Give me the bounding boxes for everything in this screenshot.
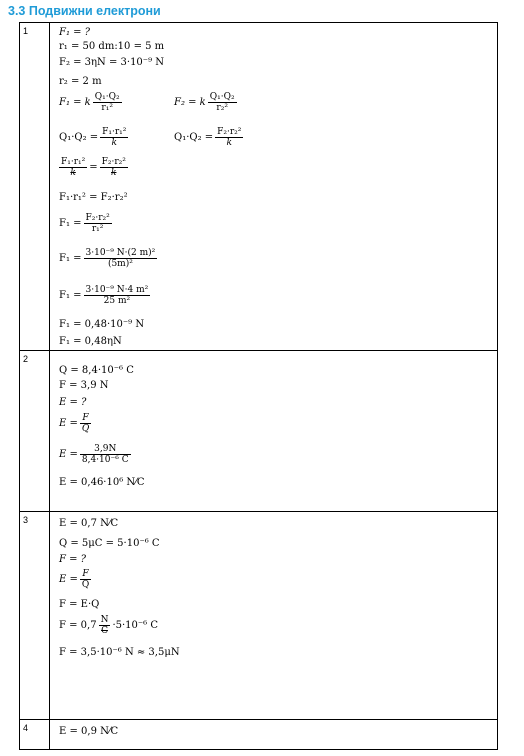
formula-line: Q₁·Q₂ = $\frac{\text{F₁·r₁²}}{k}$ — [59, 127, 127, 148]
formula-line: F = 0,7 $\frac{N}{C}$ ·5·10⁻⁶ C — [59, 615, 159, 636]
formula-line: E = $\frac{3,9N}{\text{8,4·10⁻⁶ C}}$ — [59, 444, 129, 465]
problem-row-3 — [20, 512, 498, 720]
formula-line: F₁ = 0,48·10⁻⁹ N — [59, 319, 145, 330]
formula-line: F = ? — [59, 554, 87, 565]
problem-number: 1 — [20, 23, 50, 351]
formula-line: F₁ = k $\frac{\text{Q₁·Q₂}}{\text{r₁²}}$ — [59, 92, 120, 113]
formula-line: F₁ = $\frac{\text{3·10⁻⁹ N·(2 m)²}}{\text{(5m)²}}$ — [59, 248, 156, 269]
formula-line: F₁ = $\frac{\text{3·10⁻⁹ N·4 m²}}{\text{25 m²}}$ — [59, 285, 149, 306]
formula-line: F₁·r₁² = F₂·r₂² — [59, 192, 128, 203]
problem-row-1 — [20, 23, 498, 351]
problem-work — [50, 351, 498, 512]
formula-line: Q = 5μC = 5·10⁻⁶ C — [59, 538, 160, 549]
formula-line: F₁ = $\frac{\text{F₂·r₂²}}{\text{r₁²}}$ — [59, 213, 110, 234]
formula-line: $\frac{\text{F₁·r₁²}}{k}$ = $\frac{\text{F₂·r₂²}}{k}$ — [61, 157, 126, 178]
problem-work — [50, 512, 498, 720]
formula-line: E = 0,9 N⁄C — [59, 726, 119, 737]
formula-line: Q₁·Q₂ = $\frac{\text{F₂·r₂²}}{k}$ — [174, 127, 242, 148]
formula-line: F = 3,9 N — [59, 380, 109, 391]
formula-line: F₂ = k $\frac{\text{Q₁·Q₂}}{\text{r₂²}}$ — [174, 92, 235, 113]
formula-line: Q = 8,4·10⁻⁶ C — [59, 365, 134, 376]
formula-line: E = $\frac{F}{Q}$ — [59, 413, 90, 434]
problem-number: 3 — [20, 512, 50, 720]
formula-line: E = 0,46·10⁶ N⁄C — [59, 477, 145, 488]
formula-line: r₂ = 2 m — [59, 76, 102, 87]
problem-row-2 — [20, 351, 498, 512]
problem-row-4 — [20, 720, 498, 750]
solutions-table — [19, 22, 498, 750]
formula-line: F₂ = 3ηN = 3·10⁻⁹ N — [59, 57, 165, 68]
formula-line: F₁ = ? — [59, 27, 91, 38]
formula-line: F₁ = 0,48ηN — [59, 336, 122, 347]
formula-line: F = 3,5·10⁻⁶ N ≈ 3,5μN — [59, 647, 180, 658]
problem-work — [50, 23, 498, 351]
formula-line: F = E·Q — [59, 599, 100, 610]
problem-number: 4 — [20, 720, 50, 750]
section-title: 3.3 Подвижни електрони — [8, 4, 161, 18]
problem-work — [50, 720, 498, 750]
problem-number: 2 — [20, 351, 50, 512]
formula-line: E = ? — [59, 397, 87, 408]
formula-line: E = $\frac{F}{Q}$ — [59, 569, 90, 590]
formula-line: E = 0,7 N⁄C — [59, 518, 119, 529]
formula-line: r₁ = 50 dm:10 = 5 m — [59, 41, 165, 52]
